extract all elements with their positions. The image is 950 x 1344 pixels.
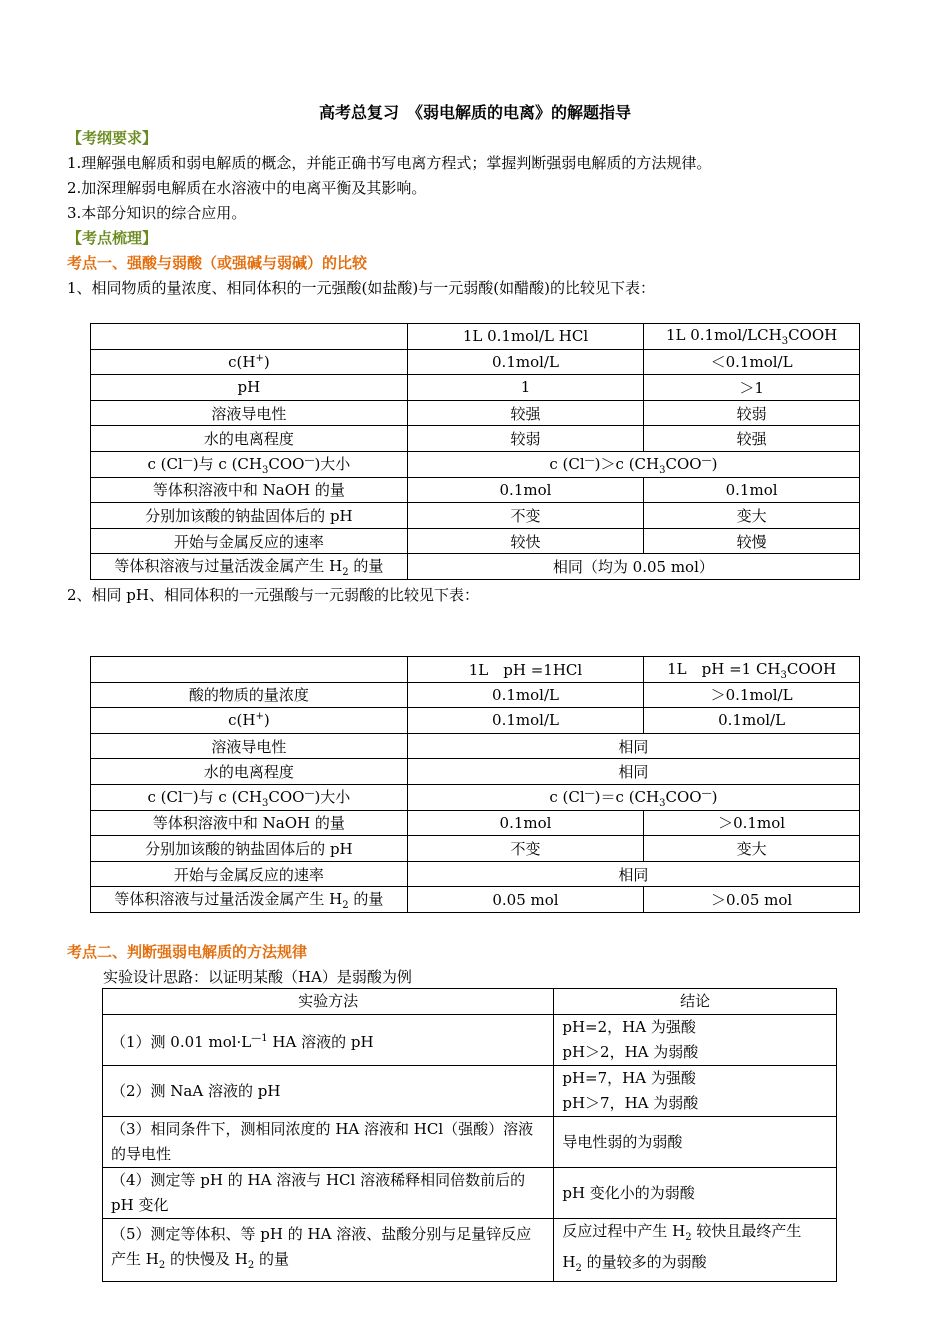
text: 的快慢及 H [165, 1250, 248, 1268]
table-row [91, 708, 860, 734]
row-label [91, 349, 408, 375]
table-cell: 0.1mol/L [407, 708, 643, 734]
table-row [91, 682, 860, 708]
table-cell [407, 784, 859, 810]
subscript: 2 [685, 1232, 692, 1243]
subscript: 3 [659, 464, 666, 476]
text: 等体积溶液与过量活泼金属产生 H [114, 890, 343, 909]
text: 较快且最终产生 [691, 1222, 802, 1240]
row-label: 溶液导电性 [91, 400, 408, 426]
comparison-table-1 [90, 323, 860, 580]
table-cell: 变大 [644, 503, 860, 529]
table-cell: 不变 [407, 503, 643, 529]
table-cell: ＜0.1mol/L [644, 349, 860, 375]
text: 的量较多的为弱酸 [581, 1253, 707, 1271]
text: )大小 [314, 454, 351, 473]
text: （1）测 0.01 mol·L [111, 1032, 252, 1051]
text: （3）相同条件下，测相同浓度的 HA 溶液和 HCl（强酸）溶液 [111, 1120, 534, 1138]
text [562, 1250, 828, 1281]
text: 1L pH =1 CH [667, 659, 781, 678]
text: ) [711, 454, 718, 473]
text: 等体积溶液与过量活泼金属产生 H [114, 557, 343, 576]
subscript: 2 [342, 900, 349, 912]
row-label: 等体积溶液中和 NaOH 的量 [91, 477, 408, 503]
superscript: — [182, 787, 193, 799]
table-cell: ＞0.1mol/L [644, 682, 860, 708]
row-label: pH [91, 375, 408, 401]
table-cell: 较弱 [644, 400, 860, 426]
table-row [103, 1219, 837, 1282]
superscript: + [255, 352, 264, 364]
row-label: 分别加该酸的钠盐固体后的 pH [91, 503, 408, 529]
requirement-item-2: 2.加深理解弱电解质在水溶液中的电离平衡及其影响。 [67, 179, 427, 197]
table-cell: 较弱 [407, 426, 643, 452]
text: c (Cl [147, 787, 183, 806]
table-row [91, 887, 860, 913]
table-header-cell: 实验方法 [103, 989, 554, 1015]
method-cell [103, 1117, 554, 1168]
table-cell: ＞0.1mol [644, 810, 860, 836]
table-cell: 相同 [407, 759, 859, 785]
text: pH＞2，HA 为弱酸 [562, 1043, 699, 1061]
text: 的导电性 [111, 1145, 172, 1163]
subscript: 3 [262, 797, 269, 809]
table-row [91, 657, 860, 683]
text: 的量 [348, 890, 384, 909]
row-label: 等体积溶液中和 NaOH 的量 [91, 810, 408, 836]
requirements-heading: 【考纲要求】 [67, 129, 158, 147]
table-header-cell [644, 324, 860, 350]
requirement-item-1: 1.理解强电解质和弱电解质的概念，并能正确书写电离方程式；掌握判断强弱电解质的方法规律。 [67, 154, 712, 172]
text: 的量 [348, 557, 384, 576]
table-row [91, 451, 860, 477]
method-table [102, 988, 837, 1282]
table-row [91, 810, 860, 836]
table-header-cell: 结论 [554, 989, 837, 1015]
table-cell: 较快 [407, 528, 643, 554]
row-label [91, 784, 408, 810]
table-cell: 1 [407, 375, 643, 401]
text: c (Cl [147, 454, 183, 473]
text: )＝c (CH [594, 787, 660, 806]
superscript: — [304, 454, 315, 466]
point2-intro: 实验设计思路：以证明某酸（HA）是弱酸为例 [103, 968, 412, 986]
table-row [91, 784, 860, 810]
text: )＞c (CH [594, 454, 660, 473]
subscript: 2 [158, 1260, 166, 1271]
table-row [91, 375, 860, 401]
table-cell: 较强 [407, 400, 643, 426]
superscript: — [304, 787, 315, 799]
table-row [91, 324, 860, 350]
row-label: 水的电离程度 [91, 759, 408, 785]
point1-intro1: 1、相同物质的量浓度、相同体积的一元强酸(如盐酸)与一元弱酸(如醋酸)的比较见下表： [67, 279, 655, 297]
text: COO [665, 787, 702, 806]
text: 1L 0.1mol/LCH [665, 325, 782, 344]
text: pH=2，HA 为强酸 [562, 1018, 696, 1036]
table-cell: 变大 [644, 836, 860, 862]
text: COOH [788, 325, 838, 344]
text: COOH [786, 659, 837, 678]
text: （5）测定等体积、等 pH 的 HA 溶液、盐酸分别与足量锌反应 [111, 1225, 532, 1243]
text: 反应过程中产生 H [562, 1222, 686, 1240]
subscript: 2 [575, 1263, 582, 1274]
conclusion-cell [554, 1015, 837, 1066]
text: HA 溶液的 pH [267, 1032, 374, 1051]
table-cell: 相同（均为 0.05 mol） [407, 554, 859, 580]
text: pH=7，HA 为强酸 [562, 1069, 696, 1087]
point1-intro2: 2、相同 pH、相同体积的一元强酸与一元弱酸的比较见下表： [67, 586, 479, 604]
table-cell: 0.1mol/L [407, 682, 643, 708]
conclusion-cell [554, 1219, 837, 1282]
text: pH＞7，HA 为弱酸 [562, 1094, 699, 1112]
row-label: 水的电离程度 [91, 426, 408, 452]
table-row [103, 1066, 837, 1117]
table-row [91, 554, 860, 580]
superscript: — [584, 787, 595, 799]
text: COO [268, 454, 305, 473]
superscript: + [255, 711, 264, 723]
table-cell [91, 657, 408, 683]
review-heading: 【考点梳理】 [67, 229, 158, 247]
method-cell [103, 1219, 554, 1282]
table-row [91, 477, 860, 503]
conclusion-cell: pH 变化小的为弱酸 [554, 1168, 837, 1219]
subscript: 3 [780, 669, 787, 681]
text: c(H [228, 711, 256, 730]
text: c(H [228, 352, 256, 371]
method-cell [103, 1168, 554, 1219]
row-label: 开始与金属反应的速率 [91, 861, 408, 887]
table-cell: 相同 [407, 861, 859, 887]
text: 产生 H [111, 1250, 159, 1268]
table-row [91, 426, 860, 452]
text: )与 c (CH [192, 787, 262, 806]
table-cell: 0.1mol/L [407, 349, 643, 375]
subscript: 2 [342, 567, 349, 579]
row-label [91, 887, 408, 913]
method-cell [103, 1015, 554, 1066]
table-cell: 不变 [407, 836, 643, 862]
superscript: — [701, 787, 712, 799]
table-cell [91, 324, 408, 350]
table-row [91, 349, 860, 375]
table-cell [407, 451, 859, 477]
text: c (Cl [549, 454, 585, 473]
text: ) [711, 787, 718, 806]
comparison-table-2 [90, 656, 860, 913]
conclusion-cell [554, 1066, 837, 1117]
text: c (Cl [549, 787, 585, 806]
table-row [103, 1117, 837, 1168]
table-header-cell: 1L 0.1mol/L HCl [407, 324, 643, 350]
table-cell: 0.05 mol [407, 887, 643, 913]
subscript: 3 [261, 464, 269, 476]
text: )与 c (CH [192, 454, 262, 473]
table-row [91, 528, 860, 554]
text: pH 变化 [111, 1196, 169, 1214]
text: )大小 [314, 787, 351, 806]
row-label [91, 451, 408, 477]
row-label: 酸的物质的量浓度 [91, 682, 408, 708]
superscript: — [182, 454, 193, 466]
table-row [91, 836, 860, 862]
text: ) [263, 352, 270, 371]
table-row [91, 400, 860, 426]
table-row [91, 759, 860, 785]
text: H [562, 1253, 576, 1271]
row-label: 溶液导电性 [91, 733, 408, 759]
text: ) [263, 711, 270, 730]
text [562, 1219, 828, 1250]
table-cell: ＞1 [644, 375, 860, 401]
superscript: —1 [251, 1032, 268, 1044]
superscript: — [701, 454, 712, 466]
table-cell: 较强 [644, 426, 860, 452]
row-label [91, 554, 408, 580]
table-row [91, 503, 860, 529]
table-cell: 0.1mol [644, 477, 860, 503]
subscript: 3 [659, 797, 666, 809]
table-cell: ＞0.05 mol [644, 887, 860, 913]
page-title: 高考总复习 《弱电解质的电离》的解题指导 [318, 103, 631, 122]
text: COO [665, 454, 702, 473]
point2-heading: 考点二、判断强弱电解质的方法规律 [67, 943, 308, 961]
point1-heading: 考点一、强酸与弱酸（或强碱与弱碱）的比较 [67, 254, 368, 272]
subscript: 2 [247, 1260, 255, 1271]
table-row [103, 1168, 837, 1219]
table-cell: 0.1mol [407, 810, 643, 836]
text: 的量 [254, 1250, 290, 1268]
table-cell: 相同 [407, 733, 859, 759]
table-row [103, 989, 837, 1015]
table-header-cell [644, 657, 860, 683]
text: COO [268, 787, 305, 806]
row-label: 分别加该酸的钠盐固体后的 pH [91, 836, 408, 862]
row-label [91, 708, 408, 734]
table-cell: 0.1mol [407, 477, 643, 503]
text: （4）测定等 pH 的 HA 溶液与 HCl 溶液稀释相同倍数前后的 [111, 1171, 526, 1189]
row-label: 开始与金属反应的速率 [91, 528, 408, 554]
superscript: — [584, 454, 595, 466]
table-header-cell: 1L pH =1HCl [407, 657, 643, 683]
table-row [91, 733, 860, 759]
table-row [91, 861, 860, 887]
subscript: 3 [781, 335, 789, 347]
conclusion-cell: 导电性弱的为弱酸 [554, 1117, 837, 1168]
table-cell: 较慢 [644, 528, 860, 554]
table-cell: 0.1mol/L [644, 708, 860, 734]
table-row [103, 1015, 837, 1066]
text [111, 1247, 545, 1278]
requirement-item-3: 3.本部分知识的综合应用。 [67, 204, 247, 222]
method-cell: （2）测 NaA 溶液的 pH [103, 1066, 554, 1117]
